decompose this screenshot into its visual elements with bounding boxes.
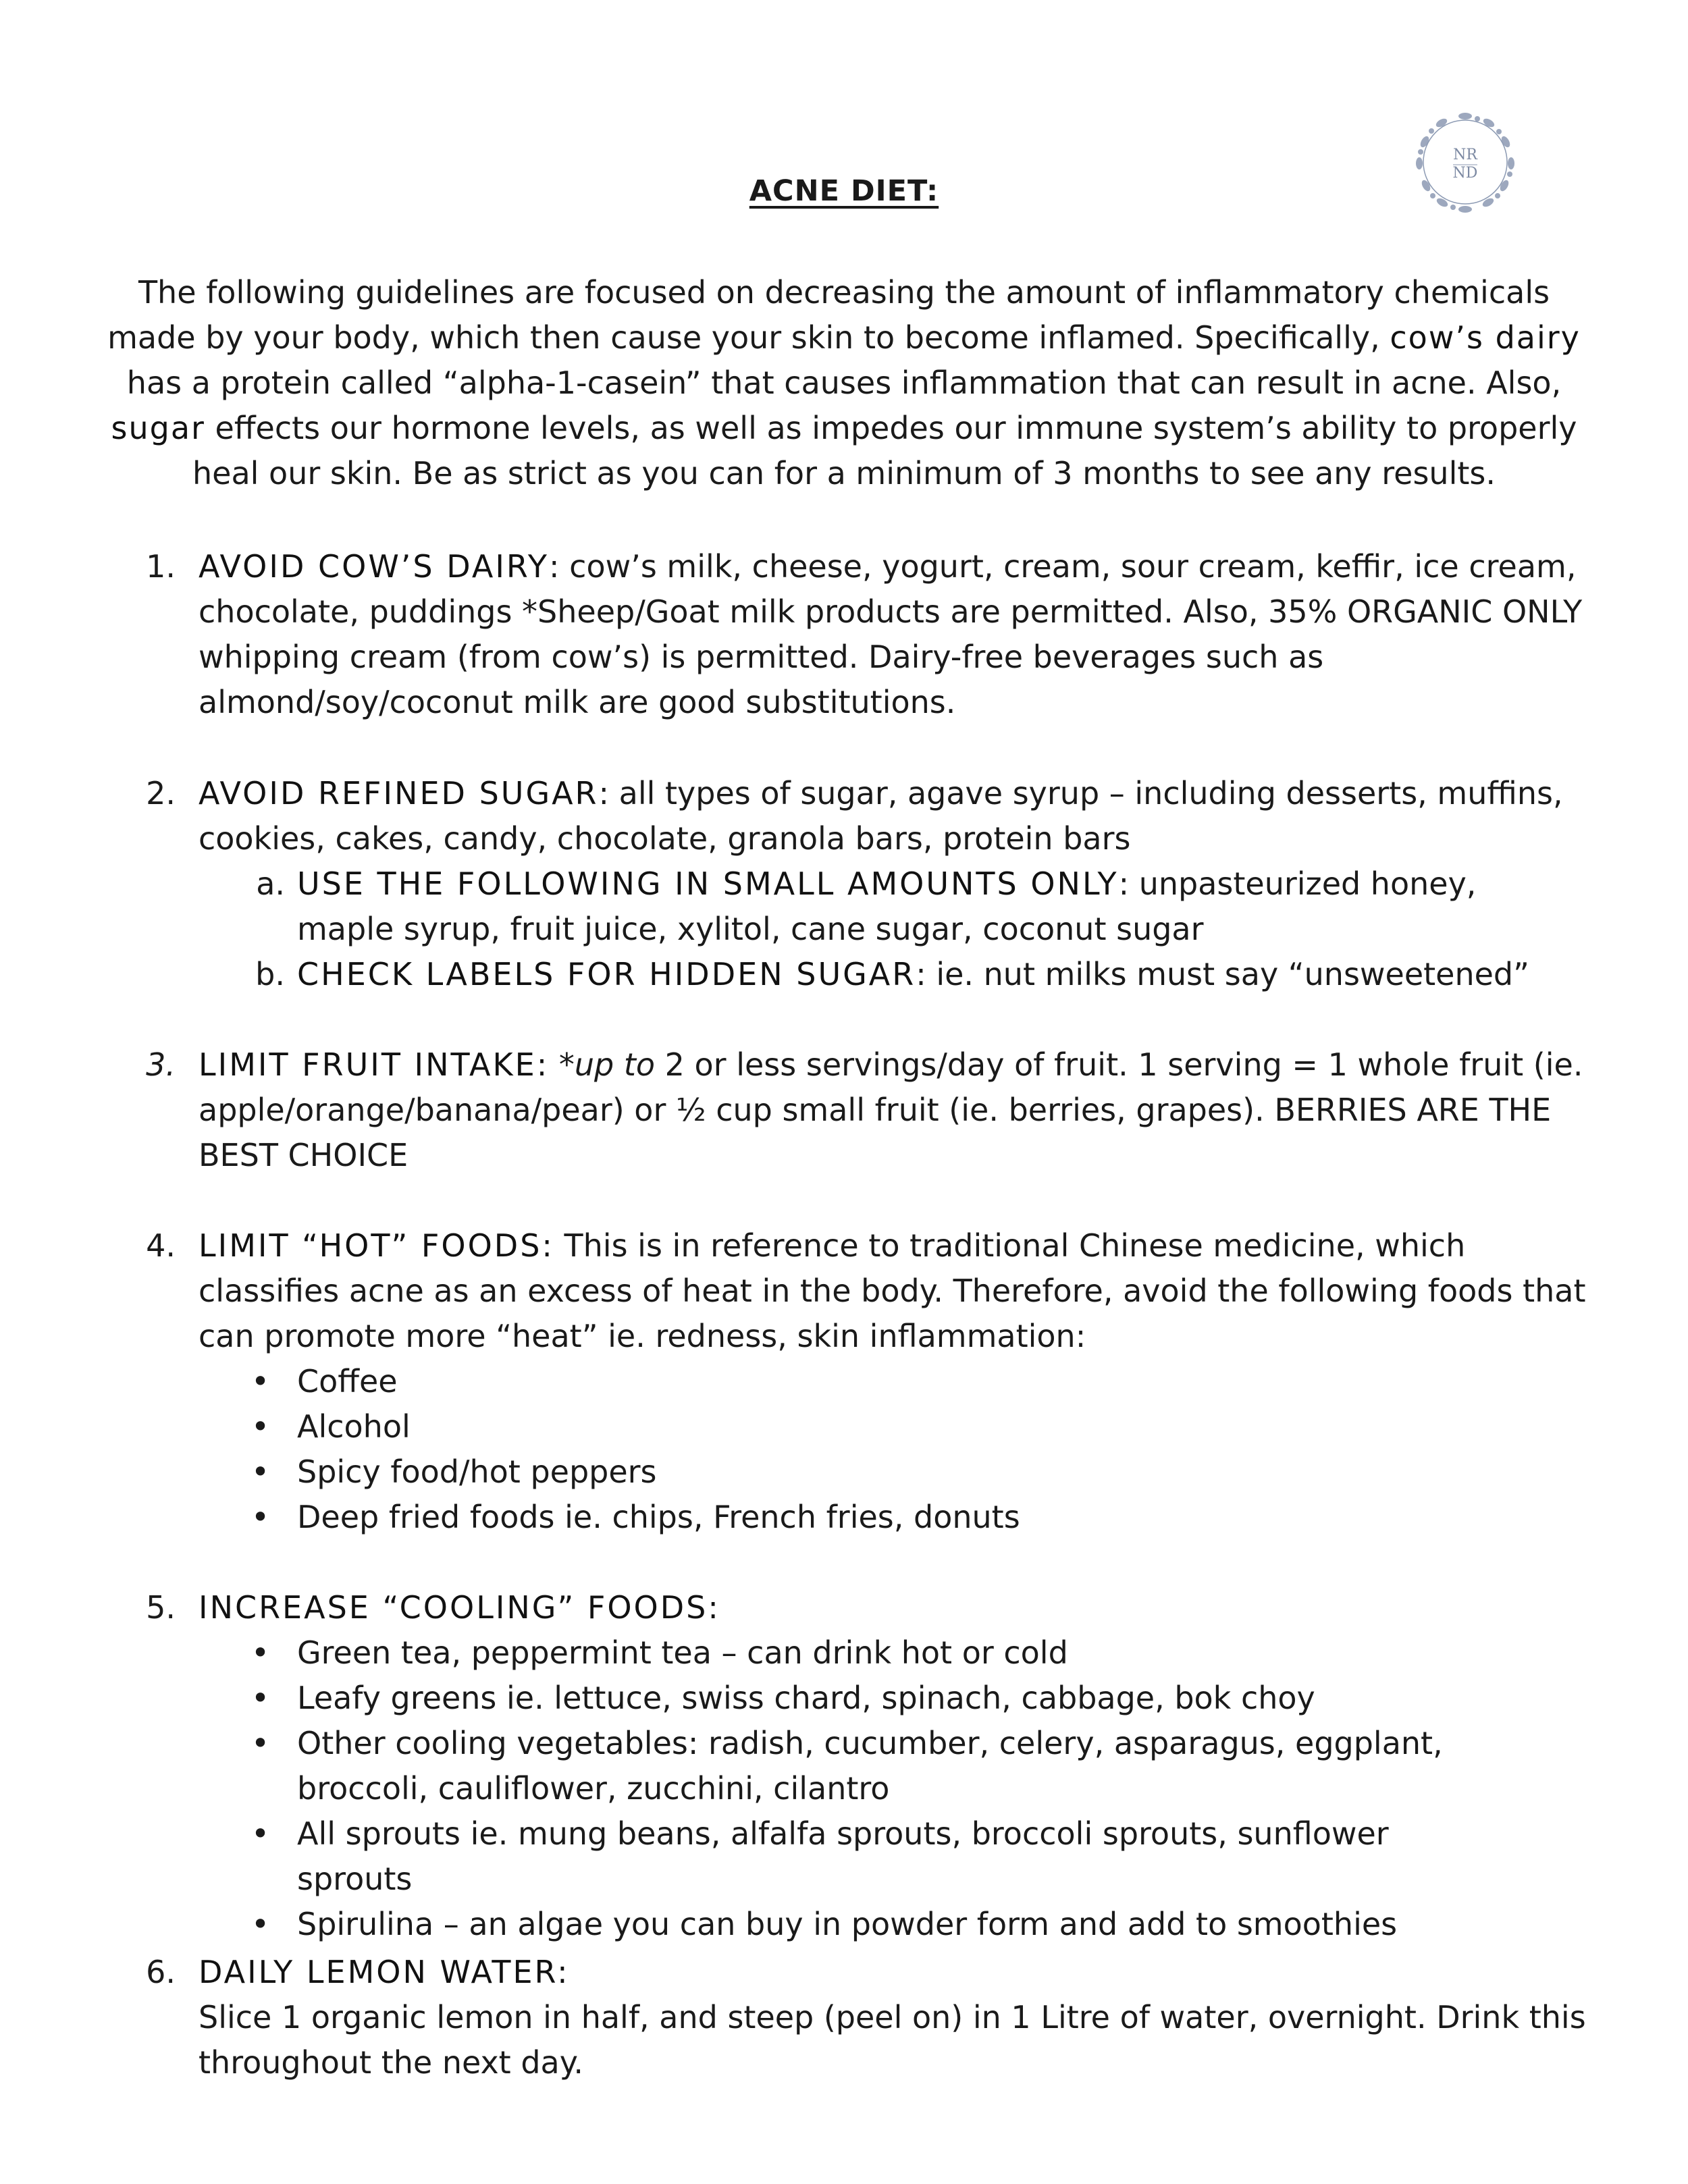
item-number: 2. [146, 775, 176, 811]
list-item [0, 1449, 1512, 1495]
bullet-text: Leafy greens ie. lettuce, swiss chard, spinach, cabbage, bok choy [297, 1680, 1315, 1716]
page-title: ACNE DIET: [749, 174, 939, 208]
list-item [0, 1811, 1512, 1902]
item-body [199, 1042, 1603, 1178]
item-text: Slice 1 organic lemon in half, and steep (peel on) in 1 Litre of water, overnight. Drink this throughout the next day. [199, 1999, 1586, 2081]
item-number: 6. [146, 1954, 176, 1990]
svg-text:ND: ND [1452, 165, 1478, 182]
list-item [0, 1902, 1512, 1947]
hot-foods-list [0, 1359, 1688, 1540]
bullet-icon: • [251, 1906, 270, 1942]
sub-item-body [297, 952, 1580, 997]
item-heading: AVOID REFINED SUGAR [199, 775, 599, 811]
bullet-text: Spirulina – an algae you can buy in powder form and add to smoothies [297, 1906, 1398, 1942]
list-item [0, 1495, 1512, 1540]
bullet-icon: • [251, 1725, 270, 1761]
item-emphasis: *up to [558, 1046, 656, 1083]
item-heading: INCREASE “COOLING” FOODS: [199, 1589, 720, 1626]
cooling-foods-list [0, 1630, 1688, 1947]
sub-item-body [297, 861, 1580, 952]
item-body [199, 544, 1603, 725]
list-item [0, 1676, 1512, 1721]
item-text: : cow’s milk, cheese, yogurt, cream, sour cream, keffir, ice cream, chocolate, puddings *Sheep/Goat milk products are permitted. Also, 35% ORGANIC ONLY whipping cream (from cow’s) is permitted. Dairy-free beverages such as almond/soy/coconut milk are good substitutions. [199, 548, 1583, 720]
item-body [199, 1585, 1603, 1630]
bullet-icon: • [251, 1634, 270, 1671]
list-item [0, 1630, 1512, 1676]
item-text: : all types of sugar, agave syrup – including desserts, muffins, cookies, cakes, candy, chocolate, granola bars, protein bars [199, 775, 1563, 857]
list-item [0, 1404, 1512, 1449]
bullet-icon: • [251, 1680, 270, 1716]
item-number: 1. [146, 548, 176, 585]
intro-text-1: The following guidelines are focused on decreasing the amount of inflammatory chemicals made by your body, which then cause your skin to become inflamed. Specifically, [107, 274, 1550, 356]
bullet-text: Spicy food/hot peppers [297, 1454, 657, 1490]
sub-item-letter: a. [256, 865, 285, 902]
sub-item-text: : ie. nut milks must say “unsweetened” [916, 956, 1529, 992]
intro-text-2: has a protein called “alpha-1-casein” that causes inflammation that can result in acne. Also, [126, 365, 1562, 401]
item-heading: LIMIT “HOT” FOODS: [199, 1227, 554, 1264]
sub-item-text: : unpasteurized honey, maple syrup, fruit juice, xylitol, cane sugar, coconut sugar [297, 865, 1477, 947]
intro-keyword-sugar: sugar [111, 410, 205, 446]
bullet-icon: • [251, 1499, 270, 1535]
bullet-icon: • [251, 1408, 270, 1445]
item-body [199, 1950, 1603, 2085]
bullet-text: Coffee [297, 1363, 398, 1400]
bullet-icon: • [251, 1454, 270, 1490]
bullet-text: Other cooling vegetables: radish, cucumber, celery, asparagus, eggplant, broccoli, cauliflower, zucchini, cilantro [297, 1725, 1443, 1807]
list-item [0, 1359, 1512, 1404]
intro-text-3: effects our hormone levels, as well as impedes our immune system’s ability to properly heal our skin. Be as strict as you can for a minimum of 3 months to see any results. [192, 410, 1577, 491]
bullet-icon: • [251, 1363, 270, 1400]
item-text: This is in reference to traditional Chinese medicine, which classifies acne as an excess of heat in the body. Therefore, avoid the following foods that can promote more “heat” ie. redness, skin inflammation: [199, 1227, 1586, 1354]
bullet-text: Green tea, peppermint tea – can drink hot or cold [297, 1634, 1068, 1671]
svg-text:NR: NR [1453, 147, 1477, 163]
item-body [199, 771, 1603, 861]
sub-item-heading: USE THE FOLLOWING IN SMALL AMOUNTS ONLY [297, 865, 1119, 902]
item-heading: LIMIT FRUIT INTAKE: [199, 1046, 550, 1083]
sub-item-heading: CHECK LABELS FOR HIDDEN SUGAR [297, 956, 916, 992]
bullet-icon: • [251, 1815, 270, 1852]
item-number: 5. [146, 1589, 176, 1626]
item-body [199, 1223, 1603, 1359]
item-text: 2 or less servings/day of fruit. 1 serving = 1 whole fruit (ie. apple/orange/banana/pear) or ½ cup small fruit (ie. berries, grapes). BERRIES ARE THE BEST CHOICE [199, 1046, 1583, 1173]
item-heading: DAILY LEMON WATER: [199, 1954, 570, 1990]
list-item [0, 1721, 1512, 1811]
intro-keyword-dairy: cow’s dairy [1390, 319, 1581, 356]
item-heading: AVOID COW’S DAIRY [199, 548, 550, 585]
bullet-text: Deep fried foods ie. chips, French fries, donuts [297, 1499, 1020, 1535]
sub-item-letter: b. [255, 956, 285, 992]
item-number: 3. [146, 1046, 176, 1083]
bullet-text: All sprouts ie. mung beans, alfalfa sprouts, broccoli sprouts, sunflower sprouts [297, 1815, 1389, 1897]
intro-paragraph [101, 270, 1587, 496]
item-number: 4. [146, 1227, 176, 1264]
bullet-text: Alcohol [297, 1408, 411, 1445]
